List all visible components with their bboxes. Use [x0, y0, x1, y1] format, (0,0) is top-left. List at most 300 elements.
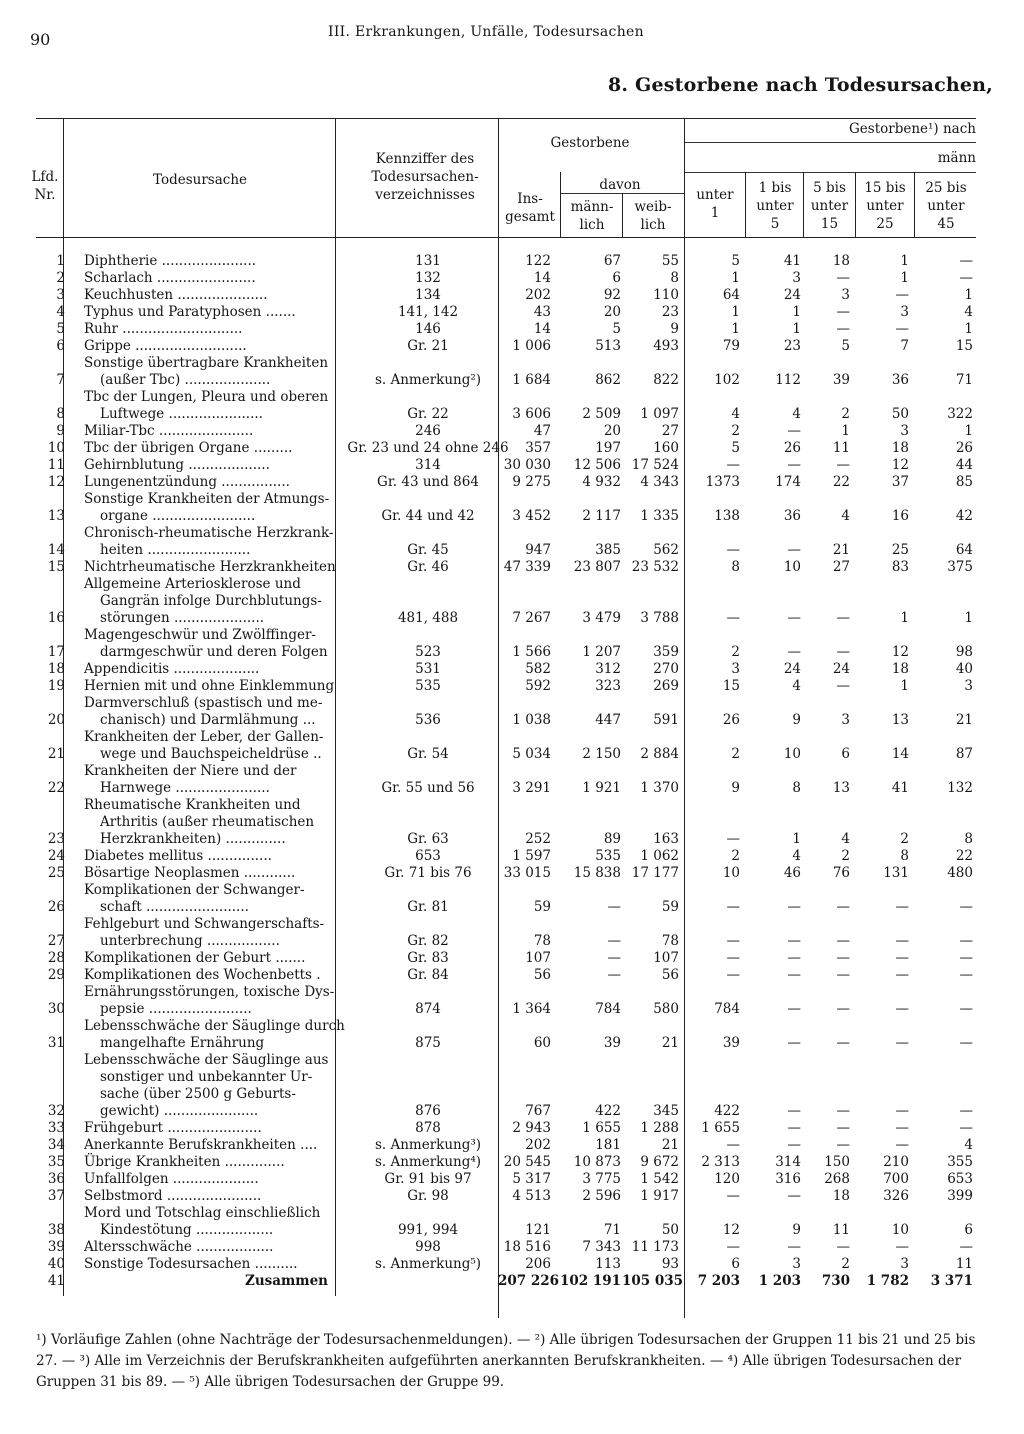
- value-cell: —: [787, 423, 801, 439]
- value-cell: 210: [883, 1154, 909, 1170]
- row-number: 38: [47, 1222, 65, 1238]
- code-cell: 874: [415, 1001, 441, 1017]
- running-head: III. Erkrankungen, Unfälle, Todesursachen: [328, 24, 644, 40]
- value-cell: 3 371: [930, 1273, 973, 1289]
- value-cell: 1: [900, 678, 909, 694]
- value-cell: —: [959, 950, 973, 966]
- value-cell: —: [836, 321, 850, 337]
- value-cell: —: [836, 644, 850, 660]
- value-cell: —: [607, 899, 621, 915]
- row-number: 21: [47, 746, 65, 762]
- code-cell: Gr. 44 und 42: [381, 508, 475, 524]
- code-cell: Gr. 55 und 56: [381, 780, 475, 796]
- header-todesursache: Todesursache: [152, 172, 247, 188]
- value-cell: 9: [731, 780, 740, 796]
- value-cell: 653: [947, 1171, 973, 1187]
- header-maennlich: männ- lich: [570, 199, 614, 233]
- value-cell: 17 177: [631, 865, 679, 881]
- value-cell: 207 226: [498, 1273, 560, 1289]
- cause-label: Nichtrheumatische Herzkrankheiten: [84, 559, 336, 575]
- value-cell: —: [787, 967, 801, 983]
- value-cell: 202: [525, 287, 551, 303]
- value-cell: 1: [964, 287, 973, 303]
- value-cell: 10: [783, 559, 801, 575]
- value-cell: 862: [595, 372, 621, 388]
- value-cell: 14: [891, 746, 909, 762]
- value-cell: 1: [900, 270, 909, 286]
- code-cell: Gr. 71 bis 76: [384, 865, 472, 881]
- value-cell: —: [959, 270, 973, 286]
- value-cell: 112: [775, 372, 801, 388]
- value-cell: 1: [731, 304, 740, 320]
- value-cell: 24: [783, 287, 801, 303]
- value-cell: 39: [603, 1035, 621, 1051]
- value-cell: 2 313: [701, 1154, 740, 1170]
- value-cell: 206: [525, 1256, 551, 1272]
- cause-label: Altersschwäche ..................: [84, 1239, 274, 1255]
- code-cell: 131: [415, 253, 441, 269]
- value-cell: 102 191: [560, 1273, 622, 1289]
- value-cell: 12: [891, 457, 909, 473]
- cause-label: Bösartige Neoplasmen ............: [84, 865, 296, 881]
- row-number: 32: [47, 1103, 65, 1119]
- cause-label: Komplikationen des Wochenbetts .: [84, 967, 321, 983]
- cause-label: mangelhafte Ernährung: [100, 1035, 265, 1051]
- code-cell: 523: [415, 644, 441, 660]
- code-cell: 998: [415, 1239, 441, 1255]
- code-cell: Gr. 63: [407, 831, 449, 847]
- value-cell: 20: [603, 304, 621, 320]
- cause-label: (außer Tbc) ....................: [100, 372, 271, 388]
- row-number: 8: [56, 406, 65, 422]
- value-cell: 5: [841, 338, 850, 354]
- value-cell: 1 566: [512, 644, 551, 660]
- value-cell: 89: [603, 831, 621, 847]
- value-cell: 2: [841, 406, 850, 422]
- value-cell: 270: [653, 661, 679, 677]
- value-cell: 1: [900, 610, 909, 626]
- row-number: 25: [47, 865, 65, 881]
- code-cell: s. Anmerkung⁵): [374, 1256, 482, 1272]
- cause-label: Sonstige Krankheiten der Atmungs-: [84, 491, 330, 507]
- value-cell: 947: [525, 542, 551, 558]
- value-cell: 2: [900, 831, 909, 847]
- value-cell: —: [959, 1035, 973, 1051]
- value-cell: 64: [722, 287, 740, 303]
- value-cell: 36: [891, 372, 909, 388]
- value-cell: 3 452: [512, 508, 551, 524]
- value-cell: 1 038: [512, 712, 551, 728]
- value-cell: 6: [731, 1256, 740, 1272]
- value-cell: 150: [824, 1154, 850, 1170]
- value-cell: 22: [832, 474, 850, 490]
- value-cell: 314: [775, 1154, 801, 1170]
- value-cell: —: [836, 1239, 850, 1255]
- table-title: 8. Gestorbene nach Todesursachen,: [608, 74, 993, 96]
- header-maenn: männ: [937, 150, 976, 166]
- row-number: 35: [47, 1154, 65, 1170]
- value-cell: 316: [775, 1171, 801, 1187]
- value-cell: 24: [783, 661, 801, 677]
- value-cell: —: [726, 967, 740, 983]
- row-number: 11: [47, 457, 65, 473]
- cause-label: Keuchhusten .....................: [84, 287, 268, 303]
- value-cell: 422: [595, 1103, 621, 1119]
- row-number: 36: [47, 1171, 65, 1187]
- row-number: 41: [47, 1273, 65, 1289]
- cause-label: Unfallfolgen ....................: [84, 1171, 259, 1187]
- row-number: 27: [47, 933, 65, 949]
- cause-label: Komplikationen der Schwanger-: [84, 882, 305, 898]
- value-cell: 60: [533, 1035, 551, 1051]
- row-number: 18: [47, 661, 65, 677]
- value-cell: 1373: [705, 474, 740, 490]
- row-number: 3: [56, 287, 65, 303]
- value-cell: —: [607, 950, 621, 966]
- value-cell: 76: [832, 865, 850, 881]
- value-cell: 10: [722, 865, 740, 881]
- value-cell: 12 506: [573, 457, 621, 473]
- value-cell: —: [726, 1239, 740, 1255]
- value-cell: 399: [947, 1188, 973, 1204]
- value-cell: 55: [661, 253, 679, 269]
- value-cell: 56: [533, 967, 551, 983]
- value-cell: 12: [722, 1222, 740, 1238]
- value-cell: 3 479: [582, 610, 621, 626]
- value-cell: 1 655: [582, 1120, 621, 1136]
- value-cell: 1: [900, 253, 909, 269]
- value-cell: 323: [595, 678, 621, 694]
- value-cell: 2 596: [582, 1188, 621, 1204]
- value-cell: 27: [661, 423, 679, 439]
- value-cell: 107: [653, 950, 679, 966]
- cause-label: Sonstige Todesursachen ..........: [84, 1256, 298, 1272]
- value-cell: 3: [731, 661, 740, 677]
- value-cell: 44: [955, 457, 973, 473]
- cause-label: Luftwege ......................: [100, 406, 263, 422]
- value-cell: 17 524: [631, 457, 679, 473]
- value-cell: 92: [603, 287, 621, 303]
- value-cell: 345: [653, 1103, 679, 1119]
- value-cell: 4: [964, 304, 973, 320]
- code-cell: 531: [415, 661, 441, 677]
- value-cell: 21: [661, 1035, 679, 1051]
- cause-label: Komplikationen der Geburt .......: [84, 950, 306, 966]
- value-cell: 8: [792, 780, 801, 796]
- value-cell: 23 532: [631, 559, 679, 575]
- value-cell: 513: [595, 338, 621, 354]
- value-cell: 3: [841, 712, 850, 728]
- value-cell: 11 173: [631, 1239, 679, 1255]
- code-cell: Gr. 43 und 864: [377, 474, 479, 490]
- value-cell: 12: [891, 644, 909, 660]
- value-cell: —: [836, 899, 850, 915]
- code-cell: Gr. 54: [407, 746, 449, 762]
- value-cell: 50: [661, 1222, 679, 1238]
- value-cell: —: [836, 610, 850, 626]
- cause-label: Selbstmord ......................: [84, 1188, 262, 1204]
- value-cell: 1 062: [640, 848, 679, 864]
- value-cell: 8: [964, 831, 973, 847]
- row-number: 9: [56, 423, 65, 439]
- value-cell: 767: [525, 1103, 551, 1119]
- value-cell: 1: [964, 423, 973, 439]
- value-cell: 5 317: [512, 1171, 551, 1187]
- value-cell: 493: [653, 338, 679, 354]
- cause-label: Tbc der übrigen Organe .........: [84, 440, 293, 456]
- value-cell: 37: [891, 474, 909, 490]
- value-cell: 8: [900, 848, 909, 864]
- value-cell: —: [895, 1103, 909, 1119]
- value-cell: 700: [883, 1171, 909, 1187]
- value-cell: 40: [955, 661, 973, 677]
- cause-label: Ernährungsstörungen, toxische Dys-: [84, 984, 335, 1000]
- value-cell: 46: [783, 865, 801, 881]
- value-cell: 2 884: [640, 746, 679, 762]
- value-cell: 21: [661, 1137, 679, 1153]
- value-cell: —: [895, 1001, 909, 1017]
- value-cell: 59: [533, 899, 551, 915]
- cause-label: Kindestötung ..................: [100, 1222, 274, 1238]
- value-cell: 447: [595, 712, 621, 728]
- row-number: 19: [47, 678, 65, 694]
- value-cell: 15 838: [573, 865, 621, 881]
- cause-label: Gehirnblutung ...................: [84, 457, 270, 473]
- value-cell: —: [726, 542, 740, 558]
- cause-label: Ruhr ............................: [84, 321, 243, 337]
- value-cell: 422: [714, 1103, 740, 1119]
- cause-label: Scharlach .......................: [84, 270, 256, 286]
- row-number: 31: [47, 1035, 65, 1051]
- value-cell: —: [787, 1001, 801, 1017]
- value-cell: 13: [832, 780, 850, 796]
- value-cell: 98: [955, 644, 973, 660]
- code-cell: 132: [415, 270, 441, 286]
- row-number: 7: [56, 372, 65, 388]
- value-cell: 8: [731, 559, 740, 575]
- header-gestorbene: Gestorbene: [550, 135, 630, 151]
- header-age-15-25: 15 bis unter 25: [864, 180, 906, 232]
- value-cell: 5 034: [512, 746, 551, 762]
- value-cell: 2: [731, 644, 740, 660]
- cause-label: pepsie ........................: [100, 1001, 252, 1017]
- value-cell: 23: [783, 338, 801, 354]
- value-cell: 11: [955, 1256, 973, 1272]
- cause-label: Gangrän infolge Durchblutungs-: [100, 593, 322, 609]
- value-cell: 26: [783, 440, 801, 456]
- value-cell: 15: [722, 678, 740, 694]
- value-cell: 730: [821, 1273, 850, 1289]
- code-cell: Gr. 91 bis 97: [384, 1171, 472, 1187]
- value-cell: —: [895, 321, 909, 337]
- value-cell: —: [836, 933, 850, 949]
- value-cell: 1: [731, 270, 740, 286]
- value-cell: 535: [595, 848, 621, 864]
- value-cell: 39: [832, 372, 850, 388]
- value-cell: 9 672: [640, 1154, 679, 1170]
- value-cell: 2: [731, 746, 740, 762]
- value-cell: 269: [653, 678, 679, 694]
- value-cell: 6: [612, 270, 621, 286]
- code-cell: 314: [415, 457, 441, 473]
- value-cell: 20 545: [503, 1154, 551, 1170]
- value-cell: —: [895, 933, 909, 949]
- value-cell: 22: [955, 848, 973, 864]
- value-cell: —: [959, 253, 973, 269]
- cause-label: Diphtherie ......................: [84, 253, 257, 269]
- value-cell: 6: [841, 746, 850, 762]
- row-number: 28: [47, 950, 65, 966]
- header-insgesamt: Ins- gesamt: [505, 191, 555, 225]
- value-cell: 322: [947, 406, 973, 422]
- row-number: 1: [56, 253, 65, 269]
- code-cell: 246: [415, 423, 441, 439]
- value-cell: 113: [595, 1256, 621, 1272]
- value-cell: —: [726, 1188, 740, 1204]
- value-cell: 36: [783, 508, 801, 524]
- cause-label: Krankheiten der Niere und der: [84, 763, 297, 779]
- value-cell: 23 807: [573, 559, 621, 575]
- value-cell: 87: [955, 746, 973, 762]
- value-cell: —: [787, 1035, 801, 1051]
- value-cell: 1 203: [758, 1273, 801, 1289]
- value-cell: —: [895, 899, 909, 915]
- value-cell: 3 291: [512, 780, 551, 796]
- value-cell: 592: [525, 678, 551, 694]
- value-cell: 7 203: [697, 1273, 740, 1289]
- row-number: 37: [47, 1188, 65, 1204]
- value-cell: —: [726, 831, 740, 847]
- value-cell: 2 117: [582, 508, 621, 524]
- row-number: 24: [47, 848, 65, 864]
- value-cell: 110: [653, 287, 679, 303]
- value-cell: 1 335: [640, 508, 679, 524]
- cause-label: organe ........................: [100, 508, 256, 524]
- value-cell: —: [836, 1120, 850, 1136]
- header-age-5-15: 5 bis unter 15: [810, 180, 849, 232]
- cause-label: Lebensschwäche der Säuglinge aus: [84, 1052, 329, 1068]
- value-cell: 132: [947, 780, 973, 796]
- code-cell: Gr. 83: [407, 950, 449, 966]
- cause-label: sonstiger und unbekannter Ur-: [100, 1069, 313, 1085]
- row-number: 20: [47, 712, 65, 728]
- cause-label: Mord und Totschlag einschließlich: [84, 1205, 321, 1221]
- value-cell: 41: [783, 253, 801, 269]
- code-cell: 878: [415, 1120, 441, 1136]
- row-number: 15: [47, 559, 65, 575]
- cause-label: Hernien mit und ohne Einklemmung: [84, 678, 335, 694]
- value-cell: 7 343: [582, 1239, 621, 1255]
- value-cell: 11: [832, 440, 850, 456]
- header-weiblich: weib- lich: [634, 199, 672, 233]
- cause-label: Tbc der Lungen, Pleura und oberen: [84, 389, 329, 405]
- cause-label: gewicht) ......................: [100, 1103, 259, 1119]
- cause-label: Magengeschwür und Zwölffinger-: [84, 627, 316, 643]
- header-lfd-nr: Lfd. Nr.: [31, 169, 59, 203]
- cause-label: Krankheiten der Leber, der Gallen-: [84, 729, 324, 745]
- value-cell: 822: [653, 372, 679, 388]
- value-cell: 252: [525, 831, 551, 847]
- value-cell: —: [787, 899, 801, 915]
- value-cell: 7: [900, 338, 909, 354]
- value-cell: 591: [653, 712, 679, 728]
- value-cell: 10: [891, 1222, 909, 1238]
- row-number: 22: [47, 780, 65, 796]
- value-cell: 121: [525, 1222, 551, 1238]
- row-number: 17: [47, 644, 65, 660]
- value-cell: —: [787, 610, 801, 626]
- value-cell: —: [726, 610, 740, 626]
- value-cell: 131: [883, 865, 909, 881]
- value-cell: —: [787, 1188, 801, 1204]
- value-cell: —: [959, 967, 973, 983]
- value-cell: —: [836, 967, 850, 983]
- value-cell: —: [895, 1035, 909, 1051]
- value-cell: 27: [832, 559, 850, 575]
- code-cell: 535: [415, 678, 441, 694]
- value-cell: —: [787, 1120, 801, 1136]
- value-cell: 18 516: [503, 1239, 551, 1255]
- value-cell: 1: [964, 610, 973, 626]
- value-cell: —: [607, 933, 621, 949]
- row-number: 26: [47, 899, 65, 915]
- value-cell: 1 782: [866, 1273, 909, 1289]
- value-cell: 10: [783, 746, 801, 762]
- value-cell: 13: [891, 712, 909, 728]
- cause-label: schaft ........................: [100, 899, 249, 915]
- value-cell: 3: [792, 270, 801, 286]
- row-number: 33: [47, 1120, 65, 1136]
- value-cell: 4 343: [640, 474, 679, 490]
- code-cell: s. Anmerkung²): [374, 372, 482, 388]
- cause-label: Lebensschwäche der Säuglinge durch: [84, 1018, 345, 1034]
- code-cell: 876: [415, 1103, 441, 1119]
- value-cell: —: [787, 1103, 801, 1119]
- value-cell: —: [726, 950, 740, 966]
- value-cell: —: [836, 1103, 850, 1119]
- value-cell: 78: [533, 933, 551, 949]
- value-cell: 3 788: [640, 610, 679, 626]
- value-cell: 78: [661, 933, 679, 949]
- value-cell: 138: [714, 508, 740, 524]
- value-cell: 83: [891, 559, 909, 575]
- value-cell: 2 150: [582, 746, 621, 762]
- value-cell: 4: [841, 831, 850, 847]
- value-cell: —: [787, 950, 801, 966]
- value-cell: 3: [841, 287, 850, 303]
- row-number: 30: [47, 1001, 65, 1017]
- value-cell: —: [836, 1137, 850, 1153]
- value-cell: 160: [653, 440, 679, 456]
- cause-label: Zusammen: [245, 1273, 328, 1289]
- cause-label: Lungenentzündung ................: [84, 474, 290, 490]
- value-cell: 1: [964, 321, 973, 337]
- code-cell: 875: [415, 1035, 441, 1051]
- value-cell: 21: [955, 712, 973, 728]
- value-cell: 3 775: [582, 1171, 621, 1187]
- value-cell: 9 275: [512, 474, 551, 490]
- value-cell: 102: [714, 372, 740, 388]
- value-cell: 9: [792, 712, 801, 728]
- value-cell: 197: [595, 440, 621, 456]
- cause-label: Herzkrankheiten) ..............: [100, 831, 286, 847]
- value-cell: —: [836, 678, 850, 694]
- value-cell: 163: [653, 831, 679, 847]
- cause-label: Typhus und Paratyphosen .......: [84, 304, 296, 320]
- cause-label: Darmverschluß (spastisch und me-: [84, 695, 323, 711]
- value-cell: 5: [731, 440, 740, 456]
- value-cell: 2: [731, 423, 740, 439]
